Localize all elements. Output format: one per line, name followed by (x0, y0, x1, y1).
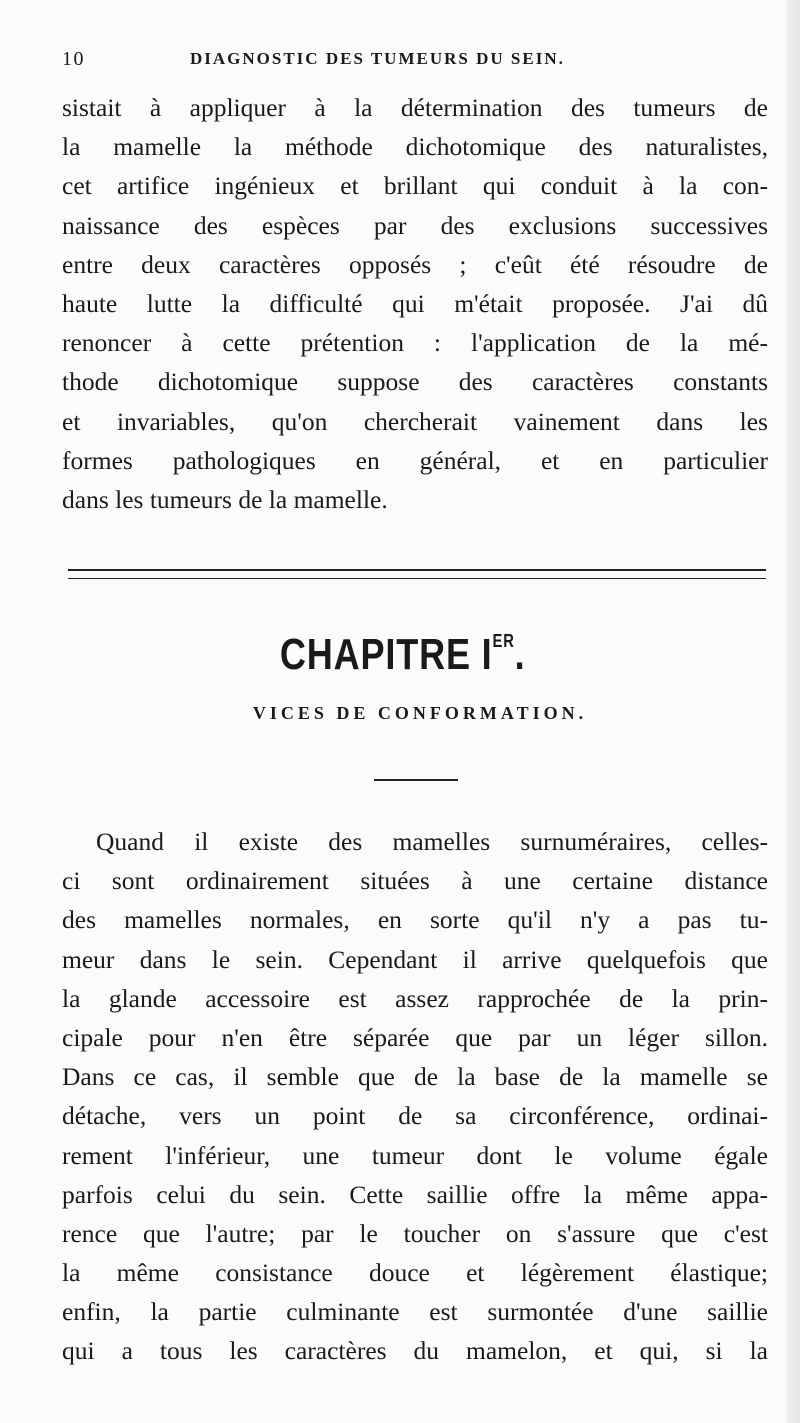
text-line (62, 822, 768, 861)
text-line: rence que l'autre; par le toucher on s'assure que c'est (62, 1218, 768, 1248)
text-line: et invariables, qu'on chercherait vainement dans les (62, 406, 768, 436)
text-line: parfois celui du sein. Cette saillie offre la même appa- (62, 1179, 768, 1209)
double-rule-divider (68, 569, 766, 579)
running-head (62, 48, 722, 76)
short-rule-divider (374, 779, 458, 781)
chapter-title (75, 630, 731, 680)
paragraph-continued (62, 88, 768, 519)
text-line: ci sont ordinairement situées à une certaine distance (62, 866, 768, 896)
text-line: thode dichotomique suppose des caractères constants (62, 367, 768, 397)
text-line: la même consistance douce et légèrement élastique; (62, 1258, 768, 1288)
chapter-title-period: . (514, 630, 526, 679)
text-line: haute lutte la difficulté qui m'était proposée. J'ai dû (62, 288, 768, 318)
text-line: entre deux caractères opposés ; c'eût été résoudre de (62, 249, 768, 279)
text-line: des mamelles normales, en sorte qu'il n'y a pas tu- (62, 905, 768, 935)
paragraph-body (62, 822, 768, 1371)
text-line: qui a tous les caractères du mamelon, et qui, si la (62, 1336, 768, 1366)
chapter-title-text: CHAPITRE I (279, 630, 493, 679)
text-line: enfin, la partie culminante est surmontée d'une saillie (62, 1297, 768, 1327)
text-line: dans les tumeurs de la mamelle. (62, 484, 388, 514)
text-line: cipale pour n'en être séparée que par un léger sillon. (62, 1022, 768, 1052)
text-line: renoncer à cette prétention : l'application de la mé- (62, 328, 768, 358)
text-line: Dans ce cas, il semble que de la base de la mamelle se (62, 1062, 768, 1092)
page-number: 10 (62, 48, 85, 70)
text-line: sistait à appliquer à la détermination des tumeurs de (62, 93, 768, 122)
text-line: la glande accessoire est assez rapprochée de la prin- (62, 983, 768, 1013)
running-title: DIAGNOSTIC DES TUMEURS DU SEIN. (190, 49, 565, 68)
chapter-title-superscript: ER (492, 631, 515, 651)
text-line-content: Quand il existe des mamelles surnuméraires, celles- (96, 827, 768, 856)
text-line: meur dans le sein. Cependant il arrive quelquefois que (62, 944, 768, 974)
text-line: naissance des espèces par des exclusions successives (62, 210, 768, 240)
text-line: détache, vers un point de sa circonférence, ordinai- (62, 1101, 768, 1131)
text-line: formes pathologiques en général, et en particulier (62, 445, 768, 475)
text-line: cet artifice ingénieux et brillant qui conduit à la con- (62, 171, 768, 201)
section-title: VICES DE CONFORMATION. (252, 703, 588, 723)
text-line: la mamelle la méthode dichotomique des naturalistes, (62, 132, 768, 162)
text-line: rement l'inférieur, une tumeur dont le volume égale (62, 1140, 768, 1170)
